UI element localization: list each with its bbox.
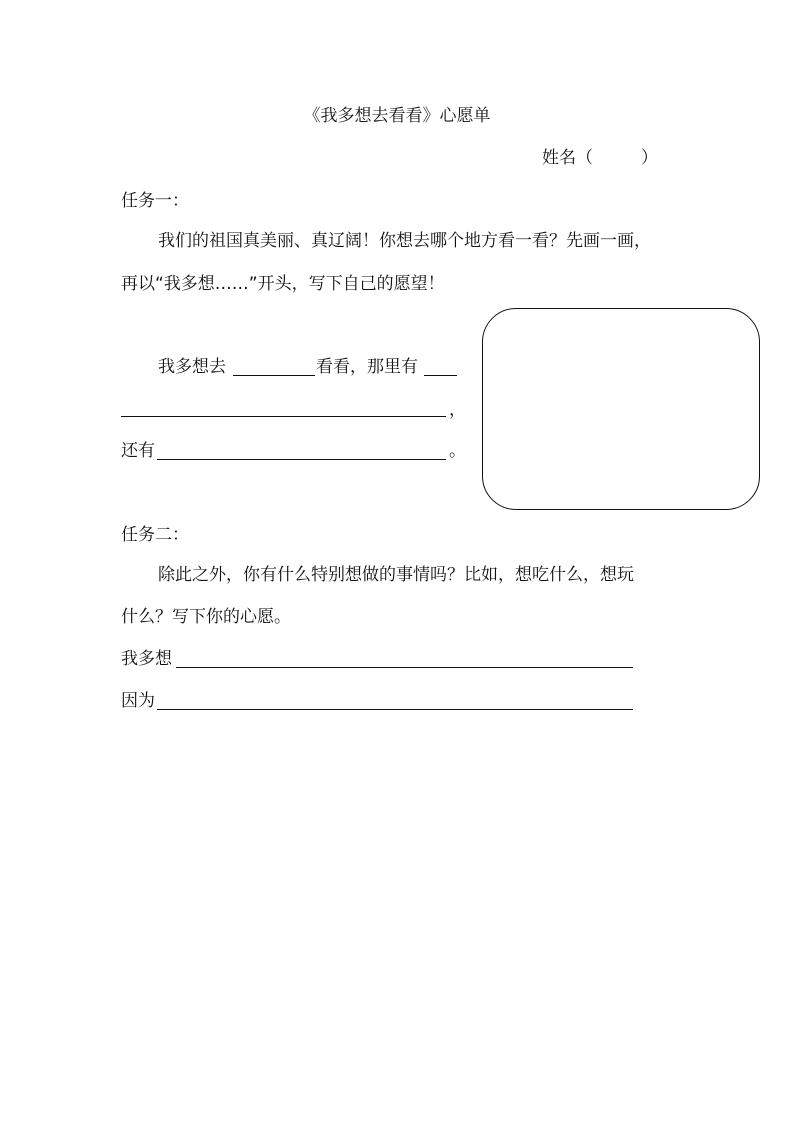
name-paren-close: ） (641, 148, 658, 168)
because-prefix-label: 因为 (121, 691, 155, 711)
there-has-blank-continued[interactable] (121, 416, 446, 417)
task1-paragraph-line1: 我们的祖国真美丽、真辽阔！你想去哪个地方看一看？先画一画， (158, 231, 651, 251)
fill-mid-label: 看看，那里有 (316, 357, 418, 377)
task2-paragraph-line2: 什么？写下你的心愿。 (121, 607, 291, 627)
name-field[interactable] (542, 150, 658, 167)
name-label: 姓名（ (542, 148, 593, 168)
period-mark: 。 (449, 441, 466, 461)
task2-heading: 任务二： (121, 525, 189, 545)
task1-heading: 任务一： (121, 191, 189, 211)
there-has-blank[interactable] (424, 375, 457, 376)
page-title: 《我多想去看看》心愿单 (303, 106, 491, 126)
also-has-blank[interactable] (157, 459, 446, 460)
also-prefix-label: 还有 (121, 441, 155, 461)
comma-mark: ， (449, 400, 466, 420)
wish-prefix-label: 我多想 (121, 649, 172, 669)
fill-prefix-label: 我多想去 (158, 357, 226, 377)
because-blank[interactable] (157, 709, 633, 710)
task1-paragraph-line2: 再以“我多想……”开头，写下自己的愿望！ (121, 274, 445, 294)
drawing-box[interactable] (482, 308, 760, 510)
place-blank[interactable] (233, 375, 315, 376)
task2-paragraph-line1: 除此之外，你有什么特别想做的事情吗？比如，想吃什么，想玩 (158, 565, 634, 585)
wish-blank[interactable] (176, 667, 633, 668)
